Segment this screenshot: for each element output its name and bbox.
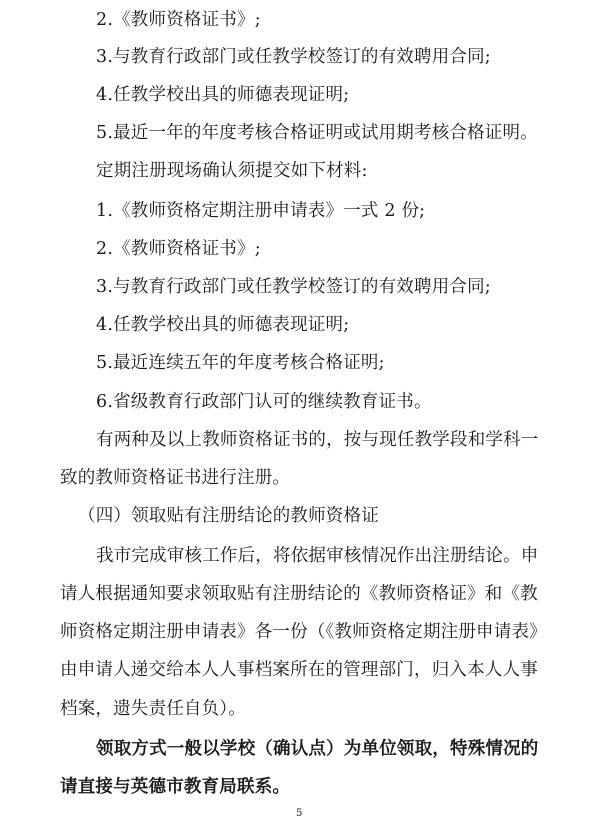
section-heading: （四）领取贴有注册结论的教师资格证: [78, 506, 379, 526]
paragraph-line: 有两种及以上教师资格证书的，按与现任教学段和学科一: [96, 430, 539, 450]
text-line: 4.任教学校出具的师德表现证明;: [96, 315, 350, 335]
paragraph-line: 师资格定期注册申请表》各一份（《教师资格定期注册申请表》: [60, 622, 547, 642]
text-line: 6.省级教育行政部门认可的继续教育证书。: [96, 392, 432, 412]
bold-paragraph-line: 领取方式一般以学校（确认点）为单位领取，特殊情况的: [96, 739, 539, 759]
text-line: 3.与教育行政部门或任教学校签订的有效聘用合同;: [96, 47, 491, 67]
text-line: 2.《教师资格证书》;: [96, 10, 261, 30]
text-line: 5.最近连续五年的年度考核合格证明;: [96, 353, 385, 373]
bold-paragraph-line: 请直接与英德市教育局联系。: [60, 777, 291, 797]
text-line: 4.任教学校出具的师德表现证明;: [96, 85, 350, 105]
page-number: 5: [296, 808, 303, 819]
paragraph-line: 档案，遗失责任自负）。: [60, 699, 246, 719]
paragraph-line: 致的教师资格证书进行注册。: [60, 468, 291, 488]
text-line: 定期注册现场确认须提交如下材料:: [96, 161, 368, 181]
text-line: 2.《教师资格证书》;: [96, 239, 261, 259]
paragraph-line: 我市完成审核工作后，将依据审核情况作出注册结论。申: [96, 546, 539, 566]
text-line: 1.《教师资格定期注册申请表》一式 2 份;: [96, 201, 426, 221]
paragraph-line: 由申请人递交给本人人事档案所在的管理部门，归入本人人事: [60, 660, 538, 680]
text-line: 5.最近一年的年度考核合格证明或试用期考核合格证明。: [96, 123, 538, 143]
paragraph-line: 请人根据通知要求领取贴有注册结论的《教师资格证》和《教: [60, 584, 538, 604]
text-line: 3.与教育行政部门或任教学校签订的有效聘用合同;: [96, 277, 491, 297]
